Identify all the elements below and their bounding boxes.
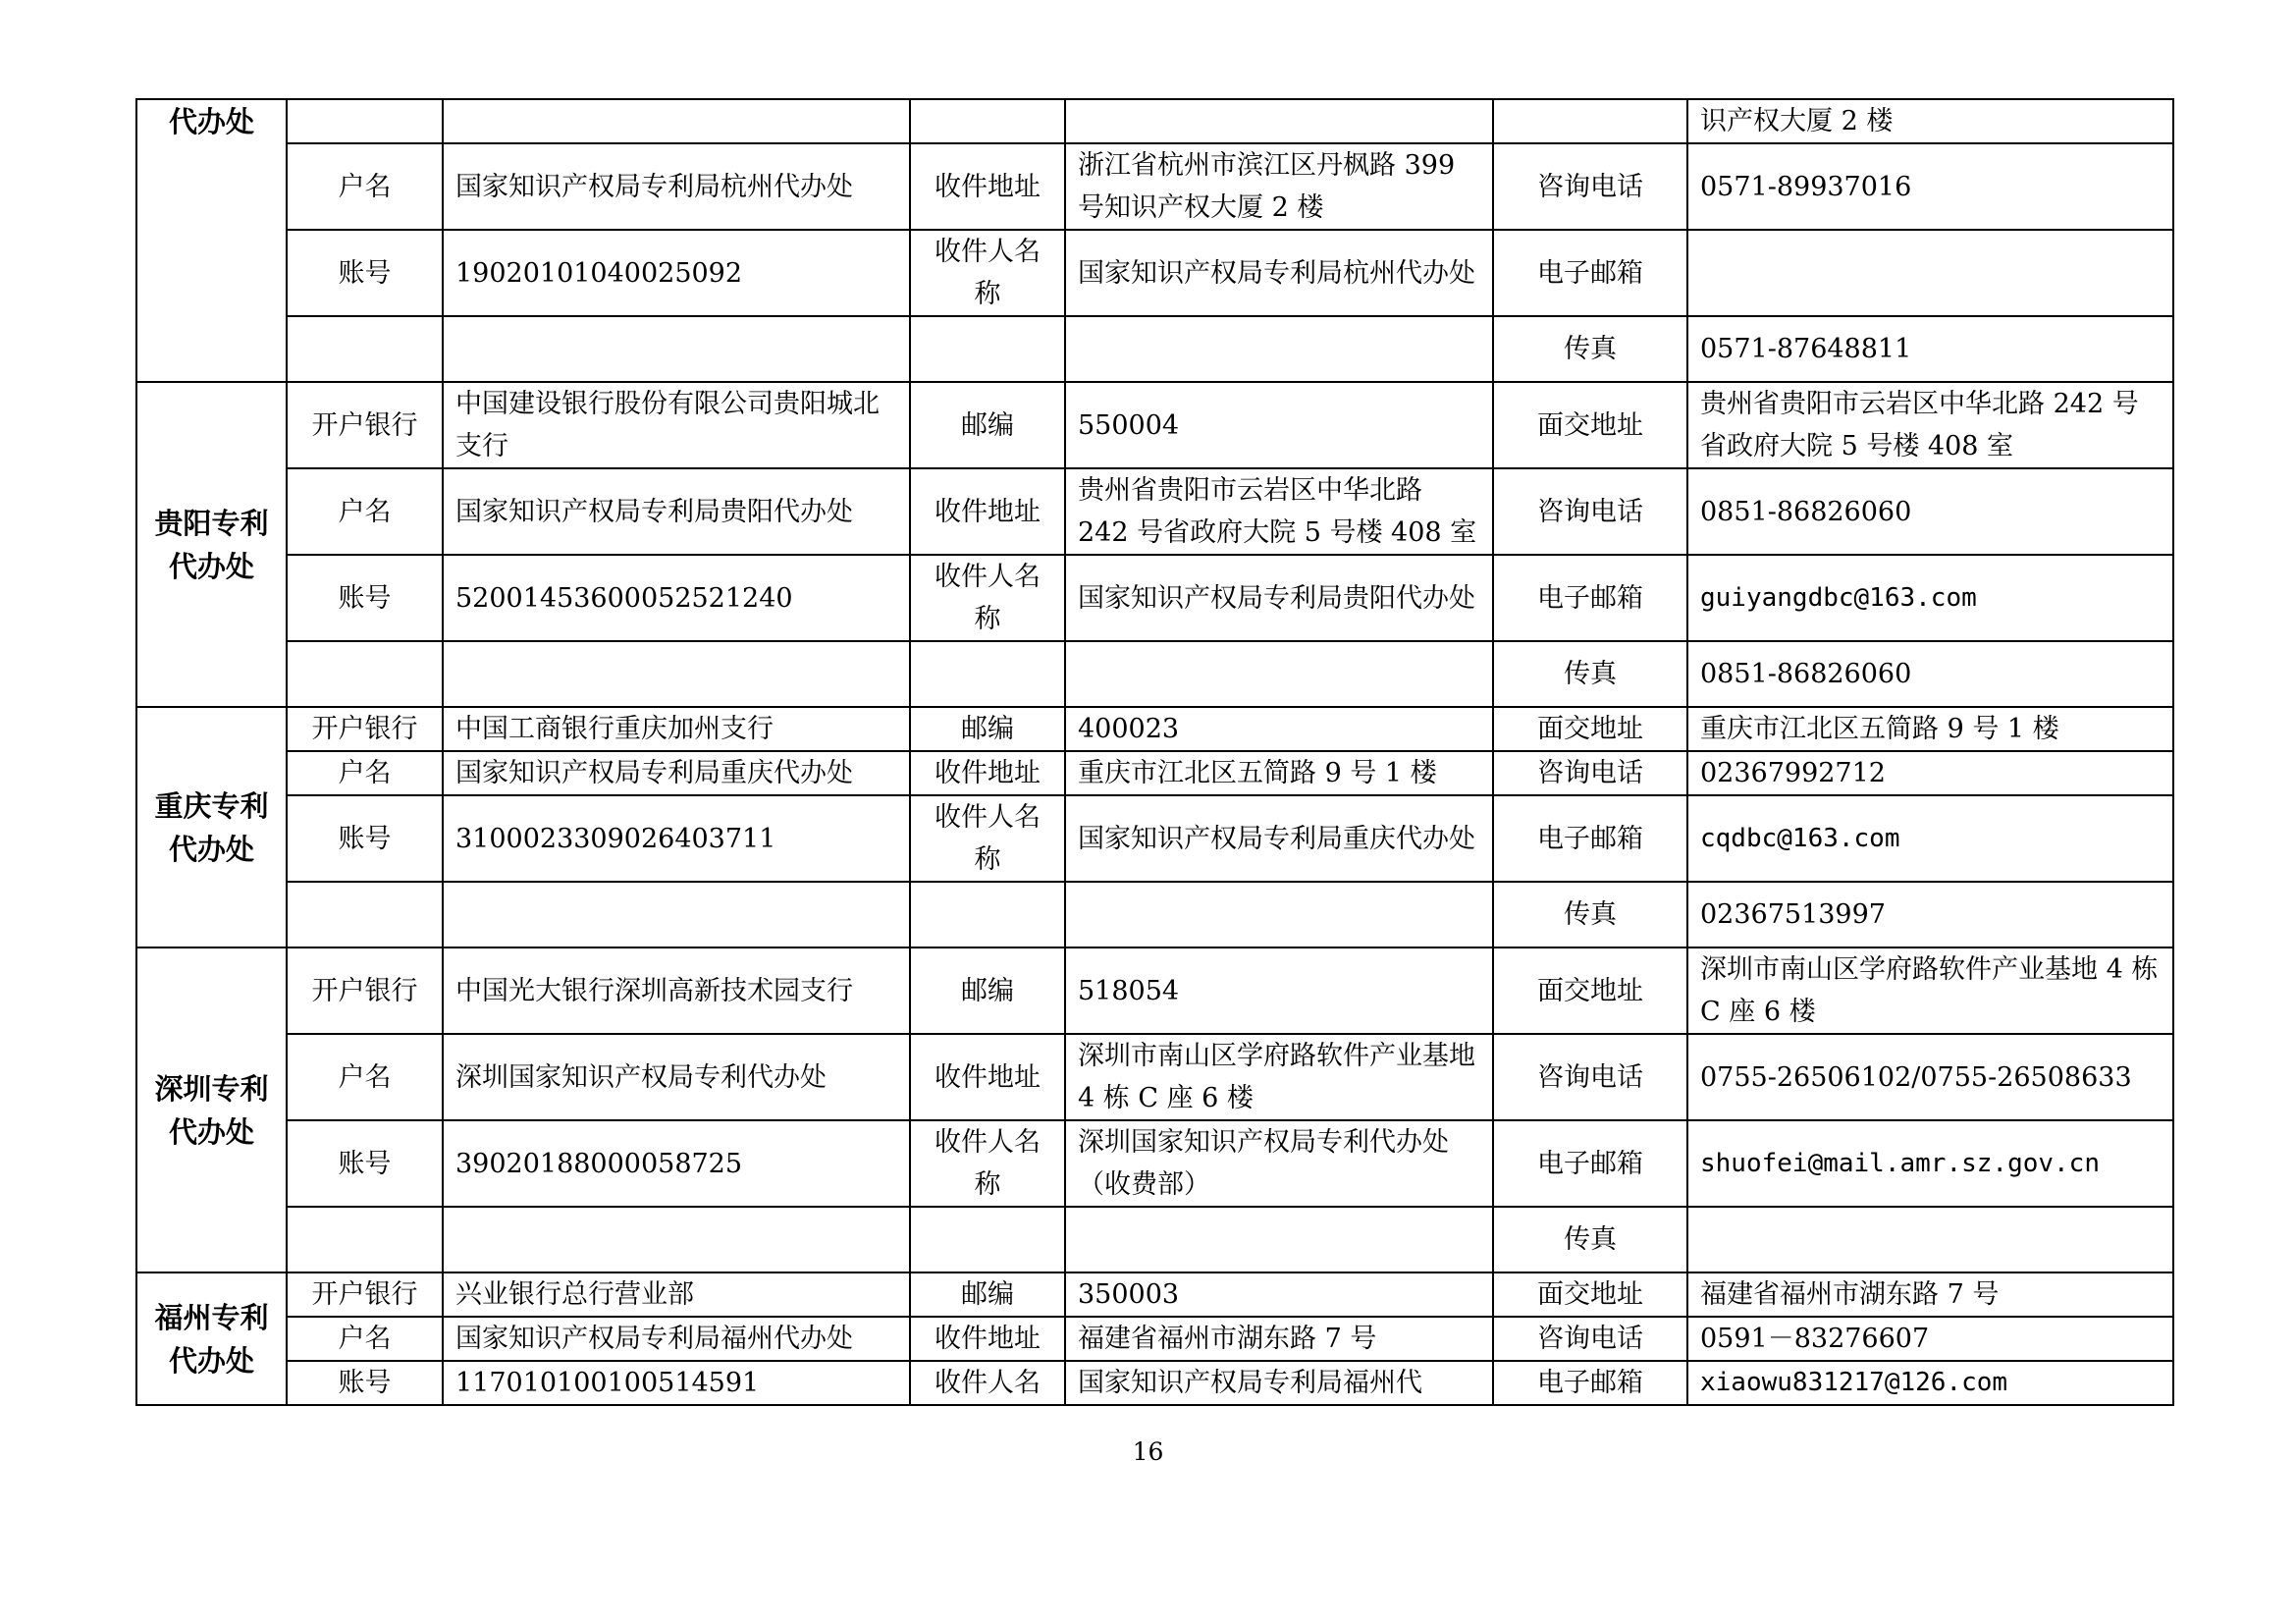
office-name-chongqing: 重庆专利代办处 [136, 707, 287, 947]
mail-address-label: 收件地址 [910, 751, 1065, 795]
mail-address-value: 贵州省贵阳市云岩区中华北路 242 号省政府大院 5 号楼 408 室 [1065, 468, 1493, 555]
bank-value: 中国光大银行深圳高新技术园支行 [443, 947, 910, 1034]
agency-info-table [135, 98, 2174, 1406]
recipient-label: 收件人名 [910, 1361, 1065, 1405]
recipient-value: 深圳国家知识产权局专利代办处 （收费部） [1065, 1120, 1493, 1207]
account-no-label: 账号 [287, 1120, 443, 1207]
table-row [136, 468, 2173, 555]
account-name-label: 户名 [287, 143, 443, 230]
account-no-value: 3100023309026403711 [443, 795, 910, 882]
visit-address-value: 识产权大厦 2 楼 [1687, 99, 2173, 143]
phone-value: 02367992712 [1687, 751, 2173, 795]
postcode-label: 邮编 [910, 707, 1065, 751]
bank-value: 中国工商银行重庆加州支行 [443, 707, 910, 751]
recipient-value: 国家知识产权局专利局重庆代办处 [1065, 795, 1493, 882]
account-name-value: 国家知识产权局专利局贵阳代办处 [443, 468, 910, 555]
email-value [1687, 230, 2173, 316]
account-no-value: 39020188000058725 [443, 1120, 910, 1207]
visit-address-value: 福建省福州市湖东路 7 号 [1687, 1272, 2173, 1317]
fax-label: 传真 [1493, 641, 1687, 707]
fax-value: 02367513997 [1687, 882, 2173, 947]
table-row [136, 947, 2173, 1034]
visit-address-value: 重庆市江北区五简路 9 号 1 楼 [1687, 707, 2173, 751]
account-no-label: 账号 [287, 555, 443, 641]
table-row [136, 555, 2173, 641]
mail-address-label: 收件地址 [910, 468, 1065, 555]
account-no-label: 账号 [287, 795, 443, 882]
bank-label: 开户银行 [287, 382, 443, 468]
bank-value: 兴业银行总行营业部 [443, 1272, 910, 1317]
table-row [136, 382, 2173, 468]
email-value: shuofei@mail.amr.sz.gov.cn [1687, 1120, 2173, 1207]
visit-address-value: 深圳市南山区学府路软件产业基地 4 栋 C 座 6 楼 [1687, 947, 2173, 1034]
recipient-value: 国家知识产权局专利局福州代 [1065, 1361, 1493, 1405]
mail-address-value: 浙江省杭州市滨江区丹枫路 399 号知识产权大厦 2 楼 [1065, 143, 1493, 230]
phone-label: 咨询电话 [1493, 751, 1687, 795]
visit-address-label: 面交地址 [1493, 947, 1687, 1034]
account-name-value: 国家知识产权局专利局重庆代办处 [443, 751, 910, 795]
visit-address-label: 面交地址 [1493, 707, 1687, 751]
mail-address-value: 福建省福州市湖东路 7 号 [1065, 1317, 1493, 1361]
phone-value: 0571-89937016 [1687, 143, 2173, 230]
postcode-value: 400023 [1065, 707, 1493, 751]
table-row [136, 1317, 2173, 1361]
email-label: 电子邮箱 [1493, 1120, 1687, 1207]
mail-address-label: 收件地址 [910, 1034, 1065, 1120]
account-name-label: 户名 [287, 1034, 443, 1120]
account-no-value: 117010100100514591 [443, 1361, 910, 1405]
fax-value: 0851-86826060 [1687, 641, 2173, 707]
phone-label: 咨询电话 [1493, 1317, 1687, 1361]
postcode-value: 350003 [1065, 1272, 1493, 1317]
table-row [136, 882, 2173, 947]
account-no-label: 账号 [287, 1361, 443, 1405]
phone-value: 0851-86826060 [1687, 468, 2173, 555]
mail-address-label: 收件地址 [910, 143, 1065, 230]
table-row [136, 143, 2173, 230]
postcode-label: 邮编 [910, 382, 1065, 468]
account-name-label: 户名 [287, 1317, 443, 1361]
email-label: 电子邮箱 [1493, 795, 1687, 882]
table-row [136, 316, 2173, 382]
postcode-value: 518054 [1065, 947, 1493, 1034]
account-name-value: 国家知识产权局专利局杭州代办处 [443, 143, 910, 230]
recipient-value: 国家知识产权局专利局贵阳代办处 [1065, 555, 1493, 641]
email-value: cqdbc@163.com [1687, 795, 2173, 882]
account-no-label: 账号 [287, 230, 443, 316]
recipient-label: 收件人名称 [910, 555, 1065, 641]
postcode-label: 邮编 [910, 947, 1065, 1034]
email-label: 电子邮箱 [1493, 1361, 1687, 1405]
fax-value: 0571-87648811 [1687, 316, 2173, 382]
table-row [136, 1361, 2173, 1405]
table-row [136, 641, 2173, 707]
fax-value [1687, 1207, 2173, 1272]
fax-label: 传真 [1493, 1207, 1687, 1272]
bank-label: 开户银行 [287, 947, 443, 1034]
fax-label: 传真 [1493, 882, 1687, 947]
account-name-value: 国家知识产权局专利局福州代办处 [443, 1317, 910, 1361]
visit-address-value: 贵州省贵阳市云岩区中华北路 242 号省政府大院 5 号楼 408 室 [1687, 382, 2173, 468]
office-name-guiyang: 贵阳专利代办处 [136, 382, 287, 707]
phone-label: 咨询电话 [1493, 143, 1687, 230]
account-no-value: 52001453600052521240 [443, 555, 910, 641]
mail-address-value: 重庆市江北区五简路 9 号 1 楼 [1065, 751, 1493, 795]
recipient-label: 收件人名称 [910, 230, 1065, 316]
recipient-label: 收件人名称 [910, 795, 1065, 882]
account-name-label: 户名 [287, 468, 443, 555]
phone-label: 咨询电话 [1493, 1034, 1687, 1120]
recipient-label: 收件人名称 [910, 1120, 1065, 1207]
email-label: 电子邮箱 [1493, 230, 1687, 316]
email-label: 电子邮箱 [1493, 555, 1687, 641]
visit-address-label: 面交地址 [1493, 382, 1687, 468]
email-value: xiaowu831217@126.com [1687, 1361, 2173, 1405]
table-row [136, 230, 2173, 316]
table-row [136, 1120, 2173, 1207]
fax-label: 传真 [1493, 316, 1687, 382]
page-number: 16 [1132, 1437, 1164, 1466]
office-name-shenzhen: 深圳专利代办处 [136, 947, 287, 1272]
postcode-value: 550004 [1065, 382, 1493, 468]
email-value: guiyangdbc@163.com [1687, 555, 2173, 641]
visit-address-label: 面交地址 [1493, 1272, 1687, 1317]
account-name-label: 户名 [287, 751, 443, 795]
bank-label: 开户银行 [287, 1272, 443, 1317]
mail-address-label: 收件地址 [910, 1317, 1065, 1361]
table-row [136, 1207, 2173, 1272]
table-row [136, 751, 2173, 795]
postcode-label: 邮编 [910, 1272, 1065, 1317]
account-no-value: 19020101040025092 [443, 230, 910, 316]
mail-address-value: 深圳市南山区学府路软件产业基地 4 栋 C 座 6 楼 [1065, 1034, 1493, 1120]
office-name-fuzhou: 福州专利代办处 [136, 1272, 287, 1405]
office-name-hangzhou: 代办处 [136, 99, 287, 382]
table-row [136, 1272, 2173, 1317]
bank-value: 中国建设银行股份有限公司贵阳城北支行 [443, 382, 910, 468]
phone-value: 0755-26506102/0755-26508633 [1687, 1034, 2173, 1120]
table-row [136, 99, 2173, 143]
table-row [136, 795, 2173, 882]
table-row [136, 1034, 2173, 1120]
table-row [136, 707, 2173, 751]
account-name-value: 深圳国家知识产权局专利代办处 [443, 1034, 910, 1120]
phone-value: 0591－83276607 [1687, 1317, 2173, 1361]
phone-label: 咨询电话 [1493, 468, 1687, 555]
recipient-value: 国家知识产权局专利局杭州代办处 [1065, 230, 1493, 316]
bank-label: 开户银行 [287, 707, 443, 751]
